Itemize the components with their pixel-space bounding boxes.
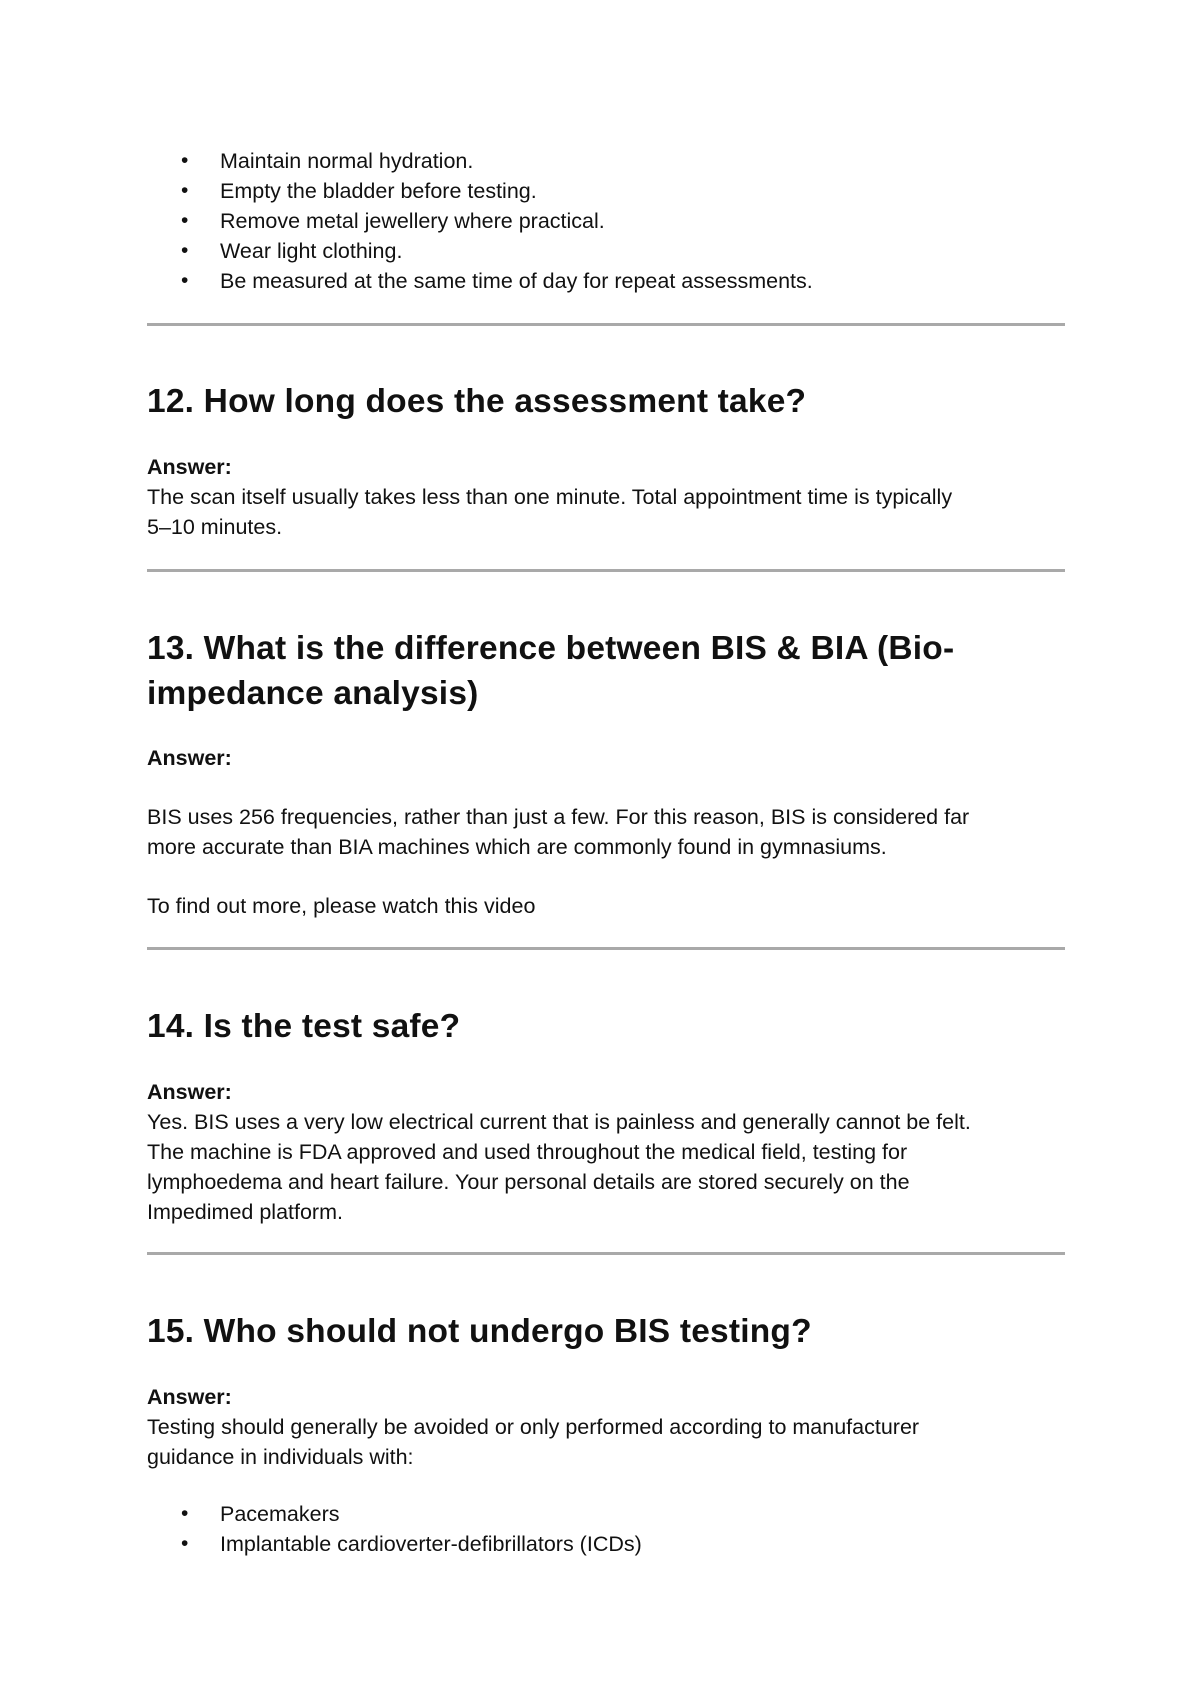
bullet-icon: • — [181, 1502, 189, 1525]
list-item: • Empty the bladder before testing. — [147, 176, 813, 206]
section-divider — [147, 569, 1065, 572]
section-divider — [147, 947, 1065, 950]
question-12-heading: 12. How long does the assessment take? — [147, 383, 807, 420]
answer-label: Answer: — [147, 455, 232, 479]
list-item: • Be measured at the same time of day for repeat assessments. — [147, 266, 813, 296]
answer-label: Answer: — [147, 1080, 232, 1104]
bullet-icon: • — [181, 269, 189, 292]
bullet-icon: • — [181, 209, 189, 232]
answer-14-text: Yes. BIS uses a very low electrical current that is painless and generally cannot be felt. The machine is FDA approved and used throughout the medical field, testing for lymphoedema and heart failure. Your personal details are stored securely on the Impedimed platform. — [147, 1110, 971, 1224]
list-item: • Remove metal jewellery where practical. — [147, 206, 813, 236]
video-link-text[interactable]: To find out more, please watch this video — [147, 894, 536, 918]
list-item: • Implantable cardioverter-defibrillators (ICDs) — [147, 1529, 642, 1559]
bullet-icon: • — [181, 239, 189, 262]
section-divider — [147, 1252, 1065, 1255]
question-14-heading: 14. Is the test safe? — [147, 1008, 461, 1045]
contraindication-list — [147, 1499, 642, 1559]
bullet-icon: • — [181, 1532, 189, 1555]
answer-15-text: Testing should generally be avoided or only performed according to manufacturer guidance in individuals with: — [147, 1415, 920, 1469]
list-item: • Maintain normal hydration. — [147, 146, 813, 176]
bullet-icon: • — [181, 149, 189, 172]
answer-12-text: The scan itself usually takes less than one minute. Total appointment time is typically 5–10 minutes. — [147, 485, 953, 539]
answer-label: Answer: — [147, 746, 232, 770]
question-15-heading: 15. Who should not undergo BIS testing? — [147, 1313, 812, 1350]
section-divider — [147, 323, 1065, 326]
answer-13-text: BIS uses 256 frequencies, rather than just a few. For this reason, BIS is considered far more accurate than BIA machines which are commonly found in gymnasiums. — [147, 805, 970, 859]
preparation-list — [147, 146, 813, 296]
list-item: • Pacemakers — [147, 1499, 642, 1529]
answer-label: Answer: — [147, 1385, 232, 1409]
question-13-heading: 13. What is the difference between BIS & BIA (Bio- impedance analysis) — [147, 630, 955, 712]
bullet-icon: • — [181, 179, 189, 202]
list-item: • Wear light clothing. — [147, 236, 813, 266]
